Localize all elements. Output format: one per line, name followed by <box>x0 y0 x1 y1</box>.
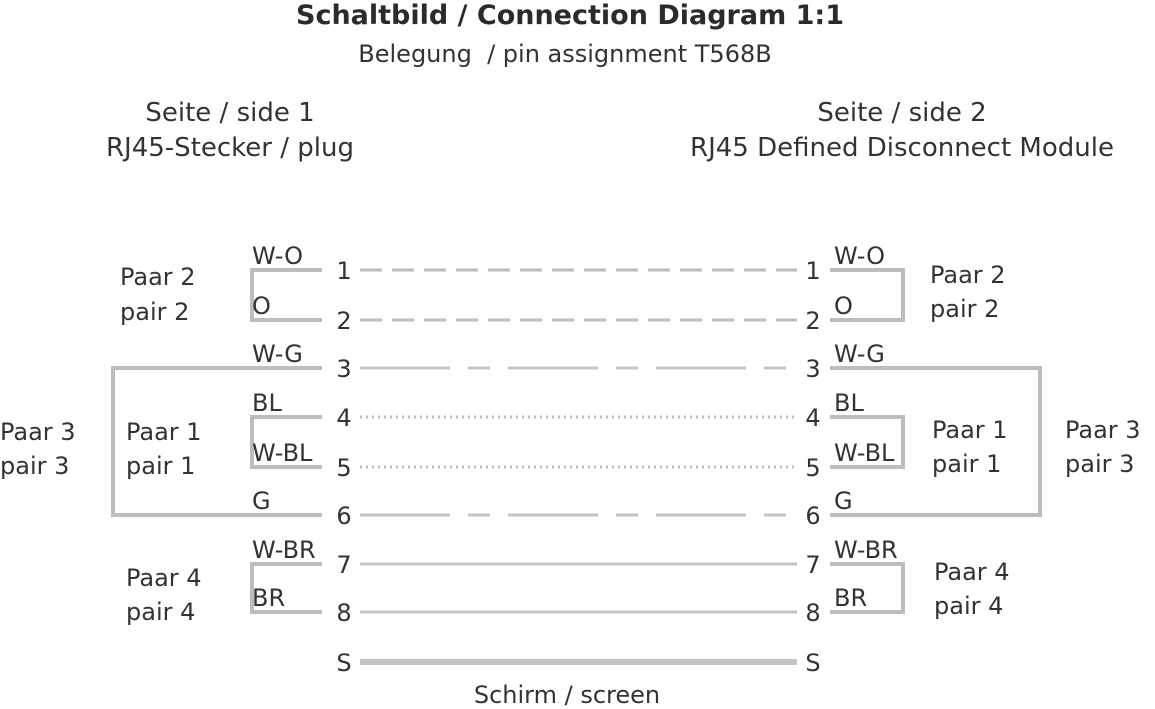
right-pair1-label-en: pair 1 <box>932 450 1002 478</box>
right-wire-color-label: W-G <box>834 340 885 368</box>
right-pair3-label-en: pair 3 <box>1065 450 1135 478</box>
right-wire-color-label: W-BL <box>834 439 895 467</box>
right-wire-color-label: BL <box>834 389 864 417</box>
right-pin-number: 3 <box>805 355 821 383</box>
right-pin-number: 5 <box>805 454 821 482</box>
left-wire-color-label: O <box>252 292 271 320</box>
right-wire-color-label: O <box>834 292 853 320</box>
left-wire-color-label: W-G <box>252 340 303 368</box>
left-wire-color-label: W-O <box>252 242 303 270</box>
diagram-subtitle: Belegung / pin assignment T568B <box>358 40 772 68</box>
right-pair4-label-en: pair 4 <box>934 592 1004 620</box>
left-pair4-label-en: pair 4 <box>126 598 196 626</box>
left-wire-color-label: BL <box>252 389 282 417</box>
side1-title: Seite / side 1 <box>145 98 315 128</box>
left-wire-color-label: W-BL <box>252 439 313 467</box>
right-wire-color-label: G <box>834 487 853 515</box>
left-wire-color-label: W-BR <box>252 536 316 564</box>
right-pair2-label-en: pair 2 <box>930 295 1000 323</box>
left-pin-number: 5 <box>336 454 352 482</box>
right-wire-color-label: BR <box>834 584 868 612</box>
left-pair3-label-de: Paar 3 <box>0 418 76 446</box>
left-pair1-label-de: Paar 1 <box>126 418 202 446</box>
pin-rows <box>252 242 898 677</box>
right-pair3-label-de: Paar 3 <box>1065 416 1141 444</box>
left-pin-number: 2 <box>336 307 352 335</box>
side1-subtitle: RJ45-Stecker / plug <box>105 133 355 163</box>
screen-label: Schirm / screen <box>473 681 661 709</box>
right-pair2-label-de: Paar 2 <box>930 261 1006 289</box>
right-pin-number: 4 <box>805 404 821 432</box>
right-pin-number: S <box>805 649 821 677</box>
left-pin-number: 4 <box>336 404 352 432</box>
right-pin-number: 7 <box>805 551 821 579</box>
right-pin-number: 1 <box>805 257 821 285</box>
left-wire-color-label: BR <box>252 584 286 612</box>
right-wire-color-label: W-O <box>834 242 885 270</box>
left-pair4-label-de: Paar 4 <box>126 564 202 592</box>
left-wire-color-label: G <box>252 487 271 515</box>
right-pair4-label-de: Paar 4 <box>934 558 1010 586</box>
left-pair1-label-en: pair 1 <box>126 452 196 480</box>
left-pair3-label-en: pair 3 <box>0 452 70 480</box>
right-wire-color-label: W-BR <box>834 536 898 564</box>
side2-subtitle: RJ45 Defined Disconnect Module <box>690 133 1114 163</box>
left-pin-number: 3 <box>336 355 352 383</box>
right-pin-number: 6 <box>805 502 821 530</box>
left-pair2-label-en: pair 2 <box>120 298 190 326</box>
right-pin-number: 2 <box>805 307 821 335</box>
diagram-title: Schaltbild / Connection Diagram 1:1 <box>296 0 844 31</box>
left-pin-number: 6 <box>336 502 352 530</box>
left-pin-number: 1 <box>336 257 352 285</box>
side2-title: Seite / side 2 <box>817 98 987 128</box>
left-pair2-label-de: Paar 2 <box>120 263 196 291</box>
right-pin-number: 8 <box>805 599 821 627</box>
left-pin-number: S <box>336 649 352 677</box>
left-pin-number: 7 <box>336 551 352 579</box>
left-pin-number: 8 <box>336 599 352 627</box>
right-pair1-label-de: Paar 1 <box>932 416 1008 444</box>
